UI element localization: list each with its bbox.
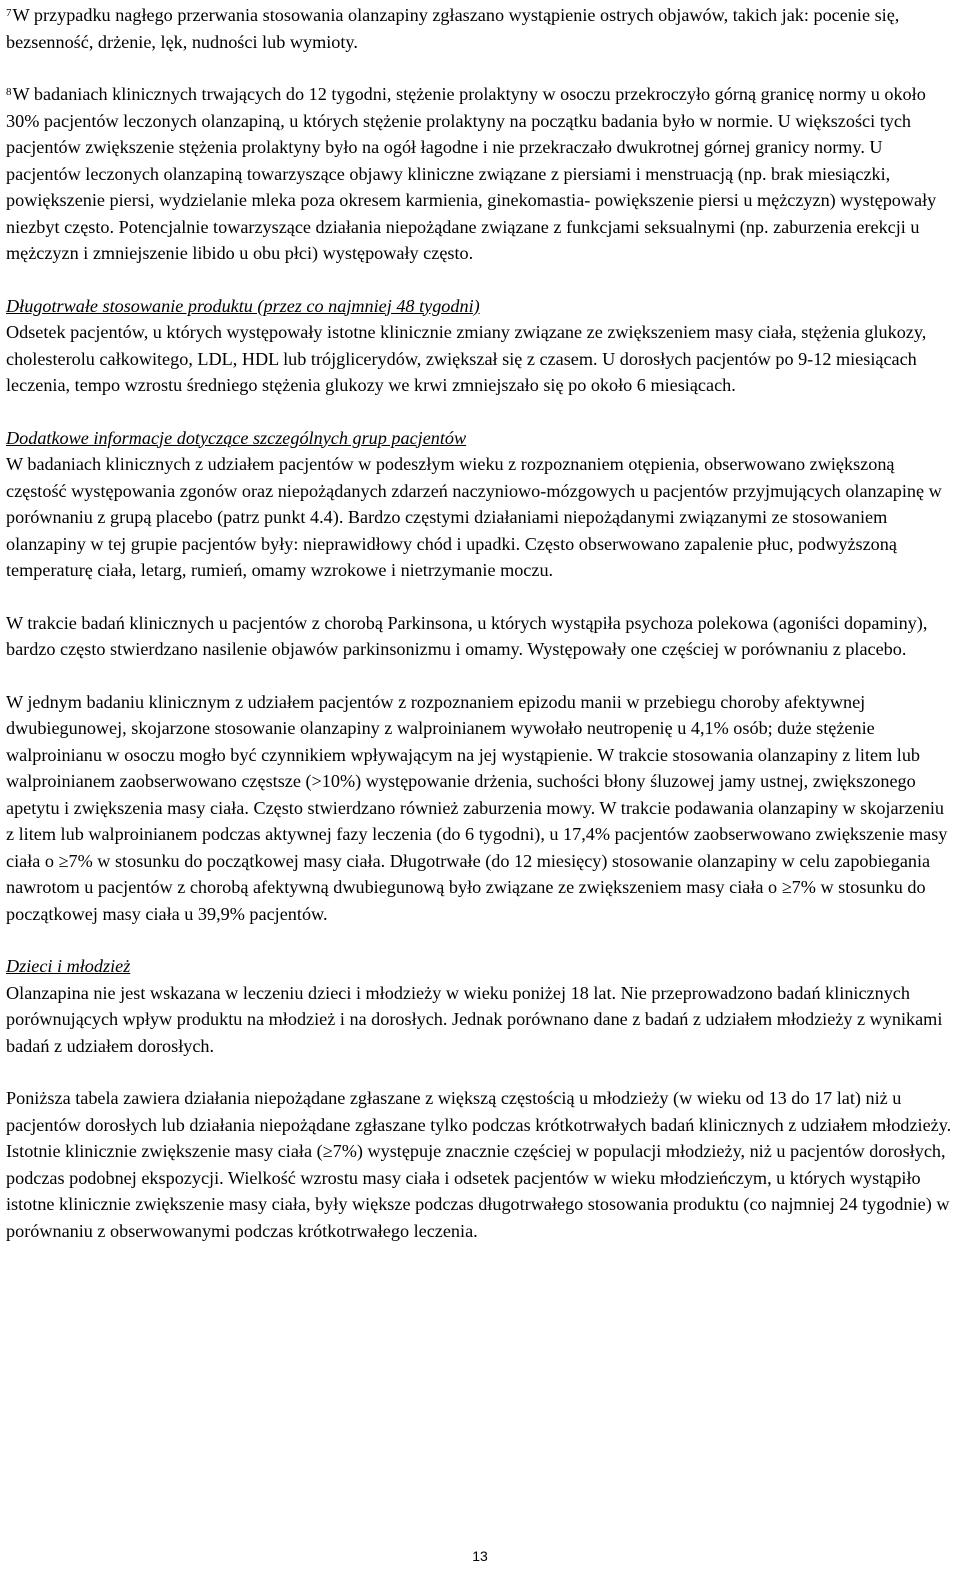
page-number: 13 bbox=[472, 1548, 488, 1564]
footnote-8 bbox=[6, 81, 952, 267]
paragraph: Olanzapina nie jest wskazana w leczeniu dzieci i młodzieży w wieku poniżej 18 lat. Nie przeprowadzono badań klinicznych porównujących wpływ produktu na młodzież i na dorosłych. Jednak porównano dane z badań z udziałem młodzieży z wynikami badań z udziałem dorosłych. bbox=[6, 982, 943, 1056]
section-heading: Dzieci i młodzież bbox=[6, 956, 131, 976]
section-children-adolescents bbox=[6, 953, 952, 1244]
footnote-7 bbox=[6, 2, 952, 55]
paragraph: W badaniach klinicznych z udziałem pacjentów w podeszłym wieku z rozpoznaniem otępienia, obserwowano zwiększoną częstość występowania zgonów oraz niepożądanych zdarzeń naczyniowo-mózgowych u pacjentów przyjmujących olanzapinę w porównaniu z grupą placebo (patrz punkt 4.4). Bardzo częstymi działaniami niepożądanymi związanymi ze stosowaniem olanzapiny w tej grupie pacjentów były: nieprawidłowy chód i upadki. Często obserwowano zapalenie płuc, podwyższoną temperaturę ciała, letarg, rumień, omamy wzrokowe i nietrzymanie moczu. bbox=[6, 454, 942, 580]
paragraph: Odsetek pacjentów, u których występowały istotne klinicznie zmiany związane ze zwiększeniem masy ciała, stężenia glukozy, cholesterolu całkowitego, LDL, HDL lub trójglicerydów, zwiększał się z czasem. U dorosłych pacjentów po 9-12 miesiącach leczenia, tempo wzrostu średniego stężenia glukozy we krwi zmniejszało się po około 6 miesiącach. bbox=[6, 322, 927, 395]
footnote-number: 8 bbox=[6, 86, 12, 98]
footnote-text: W przypadku nagłego przerwania stosowania olanzapiny zgłaszano wystąpienie ostrych objawów, takich jak: pocenie się, bezsenność, drżenie, lęk, nudności lub wymioty. bbox=[6, 5, 900, 52]
section-heading: Długotrwałe stosowanie produktu (przez co najmniej 48 tygodni) bbox=[6, 295, 480, 316]
footnote-text: W badaniach klinicznych trwających do 12 tygodni, stężenie prolaktyny w osoczu przekroczyło górną granicę normy u około 30% pacjentów leczonych olanzapiną, u których stężenie prolaktyny na początku badania było w normie. U większości tych pacjentów zwiększenie stężenia prolaktyny było na ogół łagodne i nie przekraczało dwukrotnej górnej granicy normy. U pacjentów leczonych olanzapiną towarzyszące objawy kliniczne związane z piersiami i menstruacją (np. brak miesiączki, powiększenie piersi, wydzielanie mleka poza okresem karmienia, ginekomastia- powiększenie piersi u mężczyzn) występowały niezbyt często. Potencjalnie towarzyszące działania niepożądane związane z funkcjami seksualnymi (np. zaburzenia erekcji u mężczyzn i zmniejszenie libido u obu płci) występowały często. bbox=[6, 84, 937, 263]
document-page bbox=[6, 0, 952, 1244]
footnote-number: 7 bbox=[6, 7, 12, 19]
section-long-term-use bbox=[6, 293, 952, 399]
section-heading: Dodatkowe informacje dotyczące szczególnych grup pacjentów bbox=[6, 427, 467, 448]
section-special-populations bbox=[6, 425, 952, 928]
paragraph: W trakcie badań klinicznych u pacjentów z chorobą Parkinsona, u których wystąpiła psychoza polekowa (agoniści dopaminy), bardzo często stwierdzano nasilenie objawów parkinsonizmu i omamy. Występowały one częściej w porównaniu z placebo. bbox=[6, 612, 928, 659]
paragraph: W jednym badaniu klinicznym z udziałem pacjentów z rozpoznaniem epizodu manii w przebiegu choroby afektywnej dwubiegunowej, skojarzone stosowanie olanzapiny z walproinianem wywołało neutropenię u 4,1% osób; duże stężenie walproinianu w osoczu mogło być czynnikiem wpływającym na jej wystąpienie. W trakcie stosowania olanzapiny z litem lub walproinianem zaobserwowano częstsze (>10%) występowanie drżenia, suchości błony śluzowej jamy ustnej, zwiększonego apetytu i zwiększenia masy ciała. Często stwierdzano również zaburzenia mowy. W trakcie podawania olanzapiny w skojarzeniu z litem lub walproinianem podczas aktywnej fazy leczenia (do 6 tygodni), u 17,4% pacjentów zaobserwowano zwiększenie masy ciała o ≥7% w stosunku do początkowej masy ciała. Długotrwałe (do 12 miesięcy) stosowanie olanzapiny w celu zapobiegania nawrotom u pacjentów z chorobą afektywną dwubiegunową było związane ze zwiększeniem masy ciała o ≥7% w stosunku do początkowej masy ciała u 39,9% pacjentów. bbox=[6, 691, 948, 924]
paragraph: Poniższa tabela zawiera działania niepożądane zgłaszane z większą częstością u młodzieży (w wieku od 13 do 17 lat) niż u pacjentów dorosłych lub działania niepożądane zgłaszane tylko podczas krótkotrwałych badań klinicznych z udziałem młodzieży. Istotnie klinicznie zwiększenie masy ciała (≥7%) występuje znacznie częściej w populacji młodzieży, niż u pacjentów dorosłych, podczas podobnej ekspozycji. Wielkość wzrostu masy ciała i odsetek pacjentów w wieku młodzieńczym, u których wystąpiło istotne klinicznie zwiększenie masy ciała, były większe podczas długotrwałego stosowania produktu (co najmniej 24 tygodnie) w porównaniu z obserwowanymi podczas krótkotrwałego leczenia. bbox=[6, 1088, 952, 1241]
